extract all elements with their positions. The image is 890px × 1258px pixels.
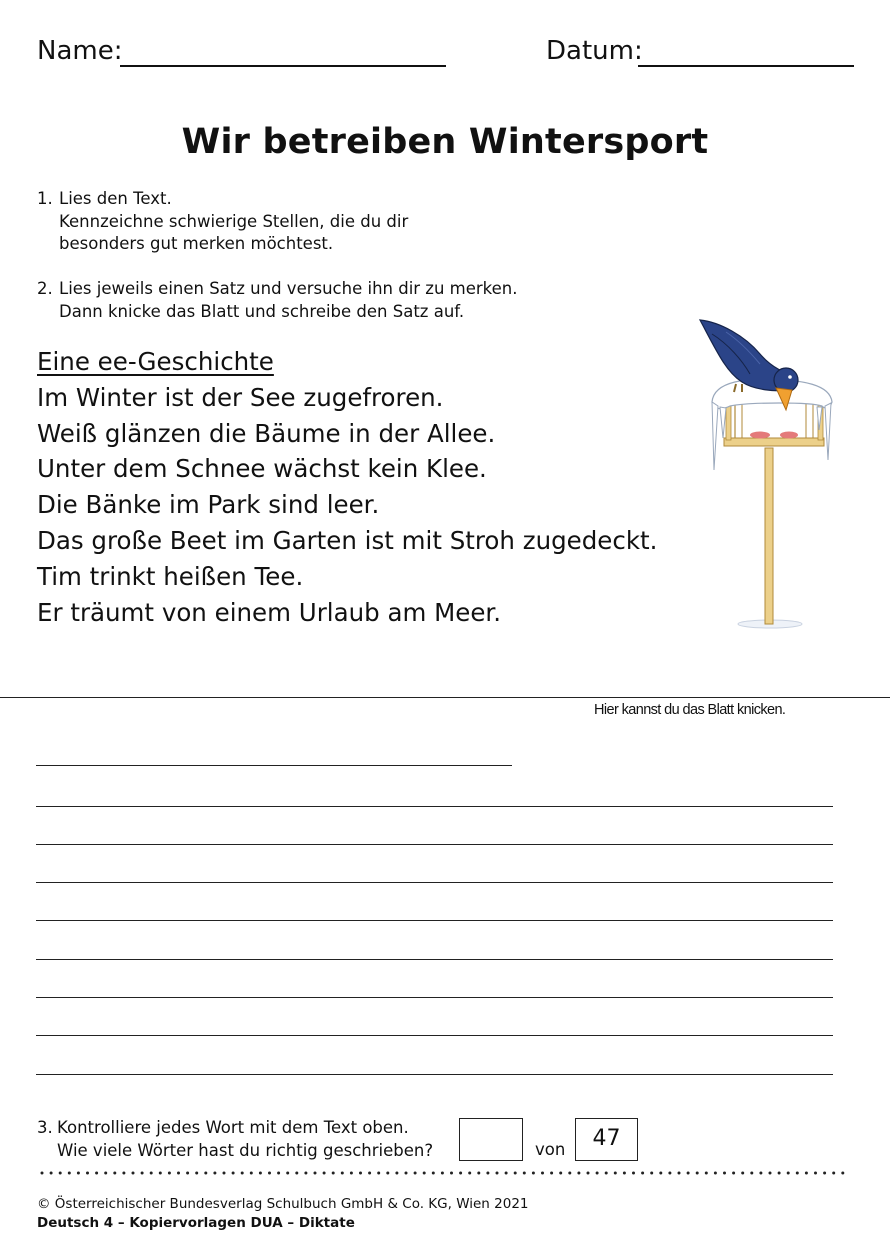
- fold-line: [0, 697, 890, 698]
- fold-label: Hier kannst du das Blatt knicken.: [594, 702, 786, 718]
- task-1: [37, 188, 408, 256]
- story-sentence-6: Tim trinkt heißen Tee.: [37, 561, 304, 591]
- date-label: Datum:: [546, 36, 643, 66]
- task-2: [37, 278, 518, 323]
- story-sentence-4: Die Bänke im Park sind leer.: [37, 490, 380, 520]
- writing-line[interactable]: [36, 765, 512, 766]
- story-sentence-3: Unter dem Schnee wächst kein Klee.: [37, 454, 487, 484]
- task-2-line-2: Dann knicke das Blatt und schreibe den Satz auf.: [59, 301, 465, 321]
- date-input-line[interactable]: [638, 65, 854, 67]
- writing-line[interactable]: [36, 882, 833, 883]
- task-2-number: 2.: [37, 279, 53, 298]
- writing-line[interactable]: [36, 806, 833, 807]
- task-1-number: 1.: [37, 189, 53, 208]
- task-3: [37, 1116, 433, 1162]
- story-sentence-7: Er träumt von einem Urlaub am Meer.: [37, 597, 502, 627]
- story: [37, 344, 657, 630]
- task-2-line-1: Lies jeweils einen Satz und versuche ihn dir zu merken.: [59, 279, 518, 298]
- writing-line[interactable]: [36, 844, 833, 845]
- writing-line[interactable]: [36, 920, 833, 921]
- name-input-line[interactable]: [120, 65, 446, 67]
- task-1-line-2: Kennzeichne schwierige Stellen, die du dir: [59, 211, 409, 231]
- writing-line[interactable]: [36, 959, 833, 960]
- footer: [37, 1195, 529, 1233]
- writing-line[interactable]: [36, 997, 833, 998]
- writing-line[interactable]: [36, 1074, 833, 1075]
- task-3-line-1: Kontrolliere jedes Wort mit dem Text oben.: [57, 1118, 409, 1137]
- story-sentence-5: Das große Beet im Garten ist mit Stroh zugedeckt.: [37, 525, 658, 555]
- story-heading: Eine ee-Geschichte: [37, 347, 274, 376]
- feeder-pole: [765, 448, 773, 624]
- von-label: von: [535, 1140, 566, 1159]
- footer-series: Deutsch 4 – Kopiervorlagen DUA – Diktate: [37, 1215, 355, 1231]
- page-title: Wir betreiben Wintersport: [181, 122, 709, 162]
- task-3-line-2: Wie viele Wörter hast du richtig geschrieben?: [57, 1141, 434, 1160]
- footer-copyright: © Österreichischer Bundesverlag Schulbuch GmbH & Co. KG, Wien 2021: [37, 1196, 529, 1212]
- correct-words-input[interactable]: [459, 1118, 523, 1161]
- name-label: Name:: [37, 36, 123, 66]
- story-sentence-1: Im Winter ist der See zugefroren.: [37, 382, 444, 412]
- bird-feeder-illustration: [690, 310, 840, 635]
- task-1-line-1: Lies den Text.: [59, 189, 172, 208]
- total-words-box: 47: [575, 1118, 638, 1161]
- story-sentence-2: Weiß glänzen die Bäume in der Allee.: [37, 418, 496, 448]
- task-1-line-3: besonders gut merken möchtest.: [59, 234, 334, 253]
- task-3-number: 3.: [37, 1118, 53, 1137]
- dotted-separator: [40, 1170, 852, 1176]
- writing-line[interactable]: [36, 1035, 833, 1036]
